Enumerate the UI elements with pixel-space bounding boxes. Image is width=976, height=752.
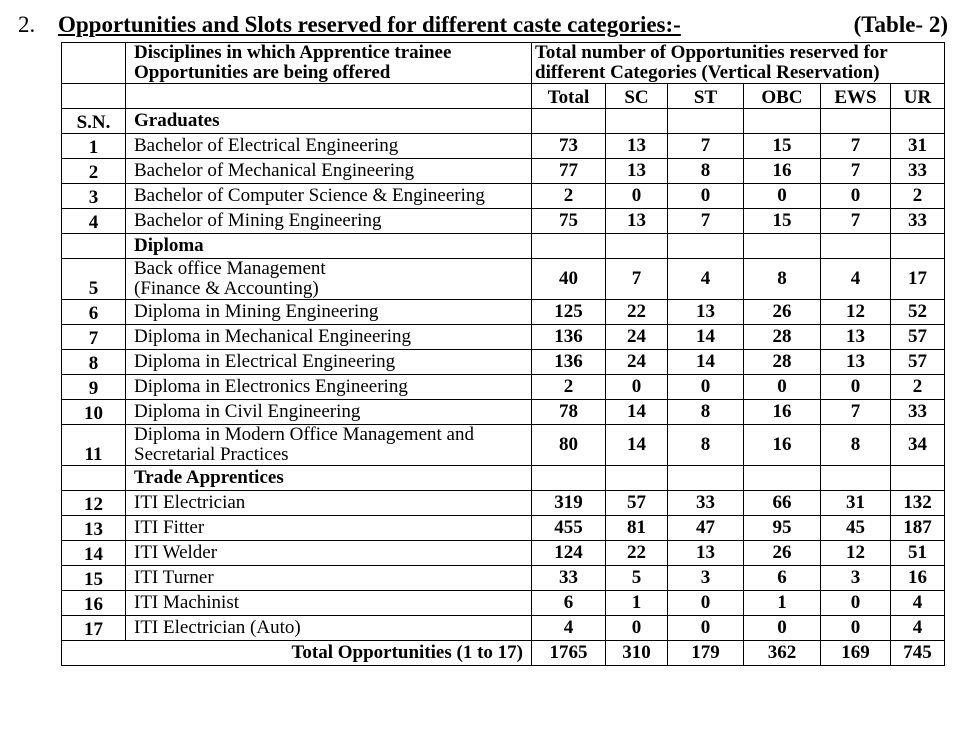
row-st: 0 — [668, 591, 744, 616]
row-discipline: ITI Machinist — [126, 591, 532, 616]
row-st: 33 — [668, 491, 744, 516]
table-row — [62, 425, 945, 466]
row-st: 14 — [668, 350, 744, 375]
row-discipline: ITI Electrician (Auto) — [126, 616, 532, 641]
row-ews: 12 — [821, 541, 891, 566]
row-st: 8 — [668, 159, 744, 184]
row-total: 136 — [532, 325, 606, 350]
row-ews: 7 — [821, 209, 891, 234]
table-row — [62, 350, 945, 375]
row-total: 2 — [532, 184, 606, 209]
row-discipline-line2: Secretarial Practices — [134, 444, 289, 465]
row-total: 75 — [532, 209, 606, 234]
row-obc: 26 — [744, 541, 821, 566]
row-sn: 6 — [62, 300, 126, 325]
row-ur: 16 — [891, 566, 945, 591]
section-row — [62, 234, 945, 259]
row-ur: 33 — [891, 400, 945, 425]
row-obc: 16 — [744, 400, 821, 425]
row-st: 8 — [668, 425, 744, 466]
row-discipline: Diploma in Electrical Engineering — [126, 350, 532, 375]
row-sn: 8 — [62, 350, 126, 375]
row-ews: 8 — [821, 425, 891, 466]
row-ews: 45 — [821, 516, 891, 541]
row-ur: 2 — [891, 184, 945, 209]
row-obc: 8 — [744, 259, 821, 300]
row-sc: 0 — [606, 375, 668, 400]
section-number: 2. — [18, 12, 36, 37]
totals-st: 179 — [668, 641, 744, 666]
row-st: 7 — [668, 134, 744, 159]
row-total: 80 — [532, 425, 606, 466]
row-total: 124 — [532, 541, 606, 566]
row-sc: 13 — [606, 134, 668, 159]
col-st-header: ST — [668, 84, 744, 109]
table-row — [62, 209, 945, 234]
row-sc: 57 — [606, 491, 668, 516]
row-sn: 12 — [62, 491, 126, 516]
table-row — [62, 375, 945, 400]
row-discipline: Bachelor of Computer Science & Engineering — [126, 184, 532, 209]
row-st: 8 — [668, 400, 744, 425]
row-discipline: ITI Electrician — [126, 491, 532, 516]
totals-row — [62, 641, 945, 666]
row-st: 14 — [668, 325, 744, 350]
row-ews: 0 — [821, 375, 891, 400]
section-row — [62, 466, 945, 491]
row-st: 13 — [668, 300, 744, 325]
row-sn: 9 — [62, 375, 126, 400]
row-sn: 3 — [62, 184, 126, 209]
row-sn: 17 — [62, 616, 126, 641]
row-ur: 4 — [891, 591, 945, 616]
row-ews: 3 — [821, 566, 891, 591]
table-row — [62, 591, 945, 616]
row-ur: 4 — [891, 616, 945, 641]
row-st: 13 — [668, 541, 744, 566]
row-sn: 15 — [62, 566, 126, 591]
row-ews: 0 — [821, 616, 891, 641]
col-sc-header: SC — [606, 84, 668, 109]
row-obc: 15 — [744, 134, 821, 159]
row-obc: 6 — [744, 566, 821, 591]
row-st: 4 — [668, 259, 744, 300]
row-discipline-line2: (Finance & Accounting) — [134, 278, 319, 299]
row-sc: 24 — [606, 325, 668, 350]
row-discipline: Diploma in Electronics Engineering — [126, 375, 532, 400]
row-discipline: Diploma in Mining Engineering — [126, 300, 532, 325]
row-total: 2 — [532, 375, 606, 400]
table-reference: (Table- 2) — [853, 12, 948, 37]
col-ur-header: UR — [891, 84, 945, 109]
section-title-graduates: Graduates — [126, 109, 532, 134]
row-discipline: Bachelor of Electrical Engineering — [126, 134, 532, 159]
row-discipline: Bachelor of Mechanical Engineering — [126, 159, 532, 184]
totals-obc: 362 — [744, 641, 821, 666]
row-obc: 1 — [744, 591, 821, 616]
row-ews: 0 — [821, 184, 891, 209]
row-sn: 4 — [62, 209, 126, 234]
row-total: 319 — [532, 491, 606, 516]
row-sc: 22 — [606, 541, 668, 566]
row-total: 125 — [532, 300, 606, 325]
col-ews-header: EWS — [821, 84, 891, 109]
row-sc: 81 — [606, 516, 668, 541]
row-st: 7 — [668, 209, 744, 234]
row-ur: 187 — [891, 516, 945, 541]
row-obc: 26 — [744, 300, 821, 325]
row-sc: 14 — [606, 425, 668, 466]
row-obc: 0 — [744, 375, 821, 400]
row-sc: 1 — [606, 591, 668, 616]
section-title-diploma: Diploma — [126, 234, 532, 259]
row-total: 78 — [532, 400, 606, 425]
row-sc: 5 — [606, 566, 668, 591]
row-ews: 7 — [821, 400, 891, 425]
row-ews: 7 — [821, 159, 891, 184]
sn-header: S.N. — [62, 109, 126, 134]
row-sn: 1 — [62, 134, 126, 159]
col-obc-header: OBC — [744, 84, 821, 109]
row-st: 47 — [668, 516, 744, 541]
row-sn: 10 — [62, 400, 126, 425]
row-ur: 52 — [891, 300, 945, 325]
row-sn: 5 — [62, 259, 126, 300]
row-discipline: Diploma in Mechanical Engineering — [126, 325, 532, 350]
section-heading — [18, 10, 948, 40]
row-ur: 33 — [891, 159, 945, 184]
totals-sc: 310 — [606, 641, 668, 666]
row-ews: 12 — [821, 300, 891, 325]
table-row — [62, 259, 945, 300]
row-st: 0 — [668, 375, 744, 400]
row-st: 0 — [668, 616, 744, 641]
row-ews: 0 — [821, 591, 891, 616]
row-ur: 132 — [891, 491, 945, 516]
row-st: 0 — [668, 184, 744, 209]
table-row — [62, 616, 945, 641]
table-row — [62, 325, 945, 350]
row-sn: 11 — [62, 425, 126, 466]
row-obc: 15 — [744, 209, 821, 234]
row-total: 4 — [532, 616, 606, 641]
row-obc: 0 — [744, 616, 821, 641]
totals-ur: 745 — [891, 641, 945, 666]
row-discipline: ITI Turner — [126, 566, 532, 591]
row-total: 33 — [532, 566, 606, 591]
row-obc: 66 — [744, 491, 821, 516]
row-sn: 14 — [62, 541, 126, 566]
section-title-trade: Trade Apprentices — [126, 466, 532, 491]
header-row — [62, 43, 945, 84]
column-header-row — [62, 84, 945, 109]
row-ews: 4 — [821, 259, 891, 300]
row-st: 3 — [668, 566, 744, 591]
row-total: 455 — [532, 516, 606, 541]
row-ur: 51 — [891, 541, 945, 566]
totals-ews: 169 — [821, 641, 891, 666]
reservation-table — [61, 42, 945, 666]
row-sc: 22 — [606, 300, 668, 325]
row-total: 77 — [532, 159, 606, 184]
row-ur: 31 — [891, 134, 945, 159]
row-sc: 7 — [606, 259, 668, 300]
section-row — [62, 109, 945, 134]
row-obc: 95 — [744, 516, 821, 541]
row-discipline-line1: Back office Management — [134, 258, 326, 279]
row-sc: 0 — [606, 616, 668, 641]
table-row — [62, 491, 945, 516]
row-total: 6 — [532, 591, 606, 616]
totals-label: Total Opportunities (1 to 17) — [62, 641, 532, 666]
row-discipline: Diploma in Civil Engineering — [126, 400, 532, 425]
row-sn: 2 — [62, 159, 126, 184]
row-sc: 0 — [606, 184, 668, 209]
row-ur: 57 — [891, 350, 945, 375]
row-obc: 0 — [744, 184, 821, 209]
row-discipline — [126, 425, 532, 466]
row-sc: 14 — [606, 400, 668, 425]
table-row — [62, 566, 945, 591]
row-ur: 34 — [891, 425, 945, 466]
row-ews: 31 — [821, 491, 891, 516]
table-row — [62, 516, 945, 541]
row-ur: 57 — [891, 325, 945, 350]
table-row — [62, 541, 945, 566]
row-discipline: ITI Fitter — [126, 516, 532, 541]
row-discipline-line1: Diploma in Modern Office Management and — [134, 424, 474, 445]
row-sc: 13 — [606, 159, 668, 184]
row-ews: 13 — [821, 350, 891, 375]
section-title: Opportunities and Slots reserved for different caste categories:- — [58, 12, 681, 37]
row-sn: 7 — [62, 325, 126, 350]
table-row — [62, 159, 945, 184]
row-discipline: Bachelor of Mining Engineering — [126, 209, 532, 234]
row-ur: 33 — [891, 209, 945, 234]
disciplines-header: Disciplines in which Apprentice trainee Opportunities are being offered — [126, 43, 532, 84]
row-ews: 7 — [821, 134, 891, 159]
row-obc: 16 — [744, 425, 821, 466]
row-discipline: ITI Welder — [126, 541, 532, 566]
row-total: 73 — [532, 134, 606, 159]
row-sn: 16 — [62, 591, 126, 616]
row-discipline — [126, 259, 532, 300]
row-sc: 24 — [606, 350, 668, 375]
row-ews: 13 — [821, 325, 891, 350]
table-row — [62, 400, 945, 425]
row-obc: 16 — [744, 159, 821, 184]
col-total-header: Total — [532, 84, 606, 109]
row-total: 40 — [532, 259, 606, 300]
row-sn: 13 — [62, 516, 126, 541]
table-row — [62, 134, 945, 159]
row-ur: 2 — [891, 375, 945, 400]
reserved-header: Total number of Opportunities reserved for different Categories (Vertical Reservation) — [532, 43, 945, 84]
row-obc: 28 — [744, 325, 821, 350]
row-sc: 13 — [606, 209, 668, 234]
table-row — [62, 184, 945, 209]
row-ur: 17 — [891, 259, 945, 300]
table-row — [62, 300, 945, 325]
row-total: 136 — [532, 350, 606, 375]
row-obc: 28 — [744, 350, 821, 375]
totals-total: 1765 — [532, 641, 606, 666]
